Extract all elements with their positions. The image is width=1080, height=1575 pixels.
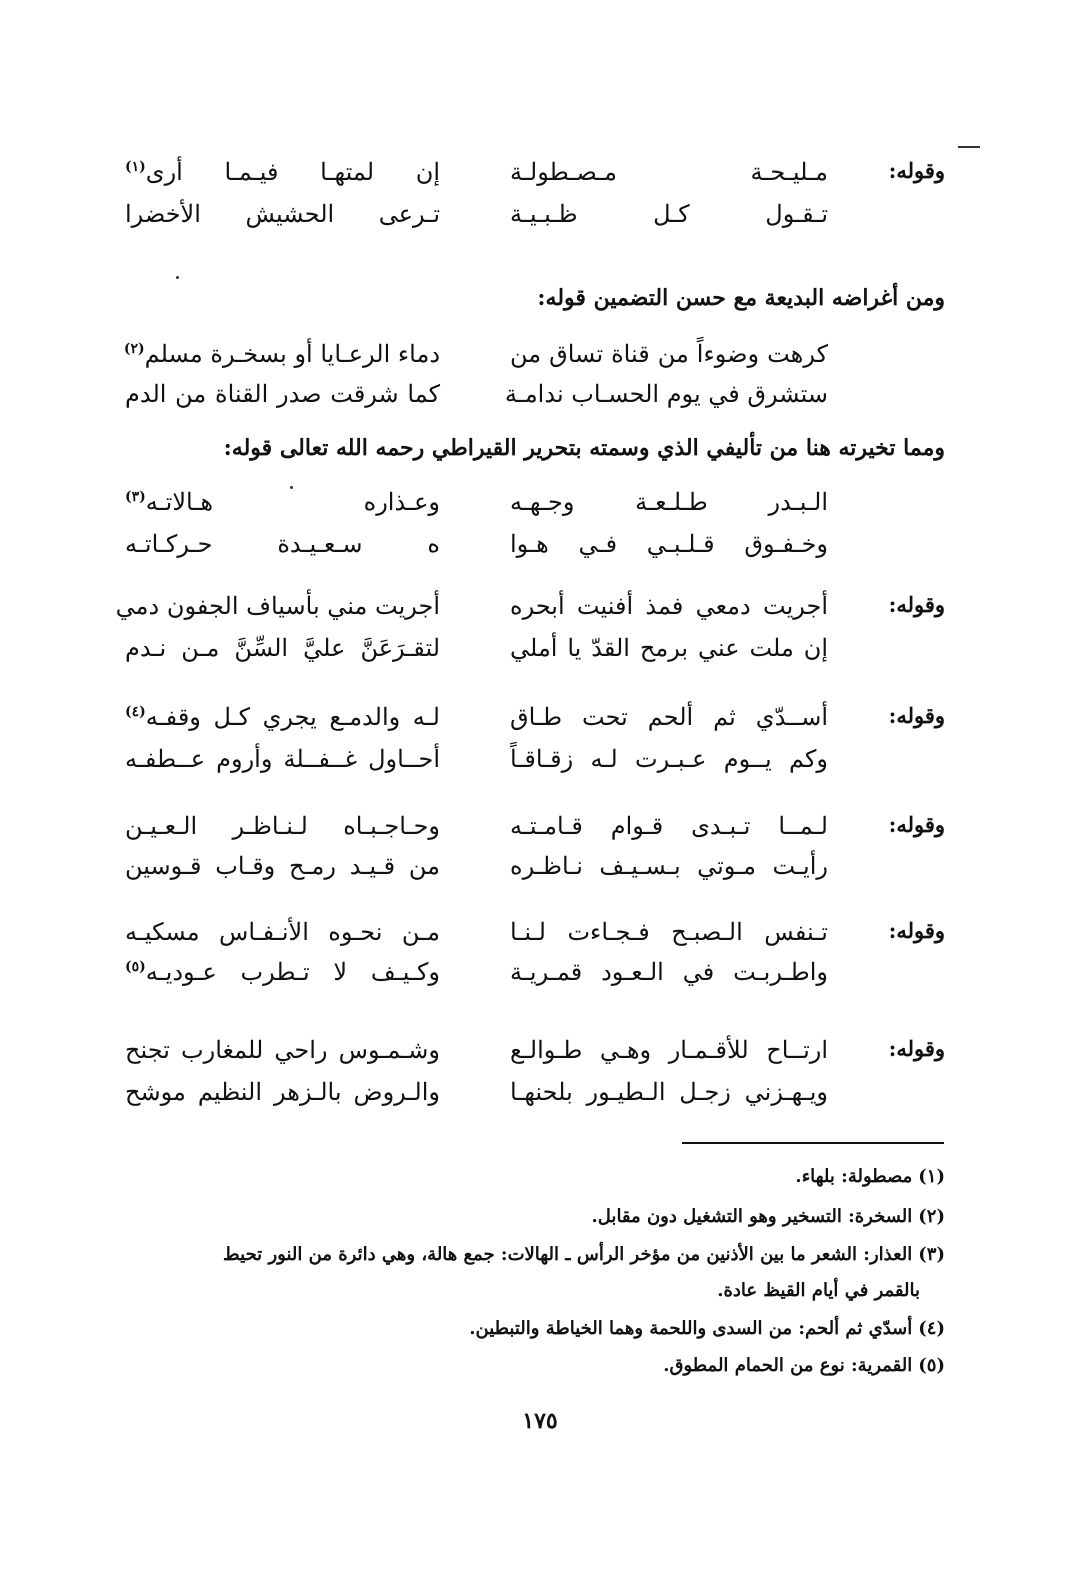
poem-label: وقوله: (888, 703, 945, 728)
hemistich: الـبـدر طـلـعـة وجـهـه (510, 488, 828, 516)
hemistich (125, 488, 440, 516)
poem-label: وقوله: (888, 812, 945, 837)
footnote-number: (١) (918, 1166, 945, 1187)
hemistich: ه سـعـيـدة حـركـاتـه (125, 530, 440, 558)
hemistich: تـرعى الحشيش الأخضرا (125, 200, 440, 228)
hemistich: وخـفـوق قـلـبـي فـي هـوا (510, 530, 828, 558)
footnote-text: العذار: الشعر ما بين الأذنين من مؤخر الرأس ـ الهالات: جمع هالة، وهي دائرة من النور تحيط (223, 1244, 913, 1265)
poem-label: وقوله: (888, 1036, 945, 1061)
hemistich: ارتــاح للأقـمـار وهـي طـوالـع (510, 1036, 828, 1064)
hemistich: لـمــا تـبـدى قـوام قـامـتـه (510, 812, 828, 840)
footnote-marker: (١) (125, 159, 146, 175)
footnote-marker: (٤) (125, 704, 146, 720)
hemistich (125, 958, 440, 986)
footnote-text: السخرة: التسخير وهو التشغيل دون مقابل. (591, 1206, 913, 1227)
footnote-marker: (٢) (123, 341, 145, 357)
prose-intro: ومما تخيرته هنا من تأليفي الذي وسمته بتحرير القيراطي رحمه الله تعالى قوله: (223, 435, 945, 461)
footnote-continuation: بالقمر في أيام القيظ عادة. (717, 1280, 920, 1301)
hemistich-text: وكـيـف لا تـطرب عـوديـه (145, 958, 440, 986)
footnote-text: أسدّي ثم ألحم: من السدى واللحمة وهما الخياطة والتبطين. (469, 1318, 913, 1339)
hemistich: أجريت دمعي فمذ أفنيت أبحره (510, 592, 828, 620)
hemistich: أجريت مني بأسياف الجفون دمي (115, 592, 440, 620)
footnote (223, 1244, 945, 1265)
hemistich: مـن نحـوه الأنـفـاس مسكيـه (125, 918, 440, 946)
footnote (795, 1166, 945, 1187)
hemistich-text: إن لمتهـا فيـمـا أرى (145, 158, 440, 186)
poem-label: وقوله: (888, 918, 945, 943)
hemistich: ستشرق في يوم الحسـاب ندامـة (504, 380, 828, 408)
hemistich: من قـيـد رمـح وقـاب قـوسين (125, 852, 440, 880)
footnote-text: القمرية: نوع من الحمام المطوق. (663, 1355, 913, 1376)
prose-intro: ومن أغراضه البديعة مع حسن التضمين قوله: (537, 285, 945, 311)
hemistich: لتقـرَعَنَّ عليَّ السِّنَّ مـن نـدم (125, 634, 440, 662)
footnote (663, 1355, 945, 1376)
hemistich: مـليـحـة مـصـطولـة (510, 158, 828, 186)
hemistich: إن ملت عني برمح القدّ يا أملي (510, 634, 828, 662)
hemistich-text: وعـذاره هـالاتـه (145, 488, 440, 516)
poem-label: وقوله: (888, 592, 945, 617)
footnote-number: (٥) (918, 1355, 945, 1376)
footnote-text: مصطولة: بلهاء. (795, 1166, 913, 1187)
hemistich: أســدّي ثم ألحم تحت طـاق (510, 703, 828, 731)
ink-speck (176, 276, 179, 279)
hemistich: تـنفس الـصبـح فـجـاءت لـنـا (510, 918, 828, 946)
hemistich-text: لـه والدمـع يجري كـل وقفـه (145, 703, 440, 731)
footnote (469, 1318, 945, 1339)
hemistich (125, 703, 440, 731)
hemistich-text: دماء الرعـايا أو بسخـرة مسلم (144, 340, 440, 368)
hemistich: كرهت وضوءاً من قناة تساق من (510, 340, 828, 368)
footnote (592, 1206, 945, 1227)
page-number: ١٧٥ (522, 1408, 558, 1434)
hemistich: واطـربـت في الـعـود قمـريـة (510, 958, 828, 986)
footnote-marker: (٣) (125, 489, 146, 505)
hemistich: رأيـت مـوتي بـسـيـف نـاظـره (510, 852, 828, 880)
footnote-marker: (٥) (125, 959, 146, 975)
hemistich (125, 158, 440, 186)
poem-label: وقوله: (888, 158, 945, 183)
hemistich: كما شرقت صدر القناة من الدم (125, 380, 440, 408)
footnote-separator (682, 1142, 944, 1144)
footnote-number: (٢) (918, 1206, 945, 1227)
hemistich: وشـمـوس راحي للمغارب تجنح (125, 1036, 440, 1064)
hemistich: وكم يــوم عـبـرت لـه زقـاقـاً (510, 745, 828, 773)
footnote-number: (٤) (918, 1318, 945, 1339)
hemistich: أحــاول غــفــلة وأروم عــطفـه (125, 745, 440, 773)
hemistich: ويـهـزني زجـل الـطيـور بلحنهـا (510, 1078, 828, 1106)
hemistich: والـروض بالـزهر النظيم موشح (125, 1078, 440, 1106)
hemistich (125, 340, 440, 368)
footnote-number: (٣) (918, 1244, 945, 1265)
hemistich: وحـاجـبـاه لـنـاظـر الـعـيـن (125, 812, 440, 840)
margin-mark (958, 146, 980, 148)
hemistich: تـقـول كـل ظـبـيـة (510, 200, 828, 228)
